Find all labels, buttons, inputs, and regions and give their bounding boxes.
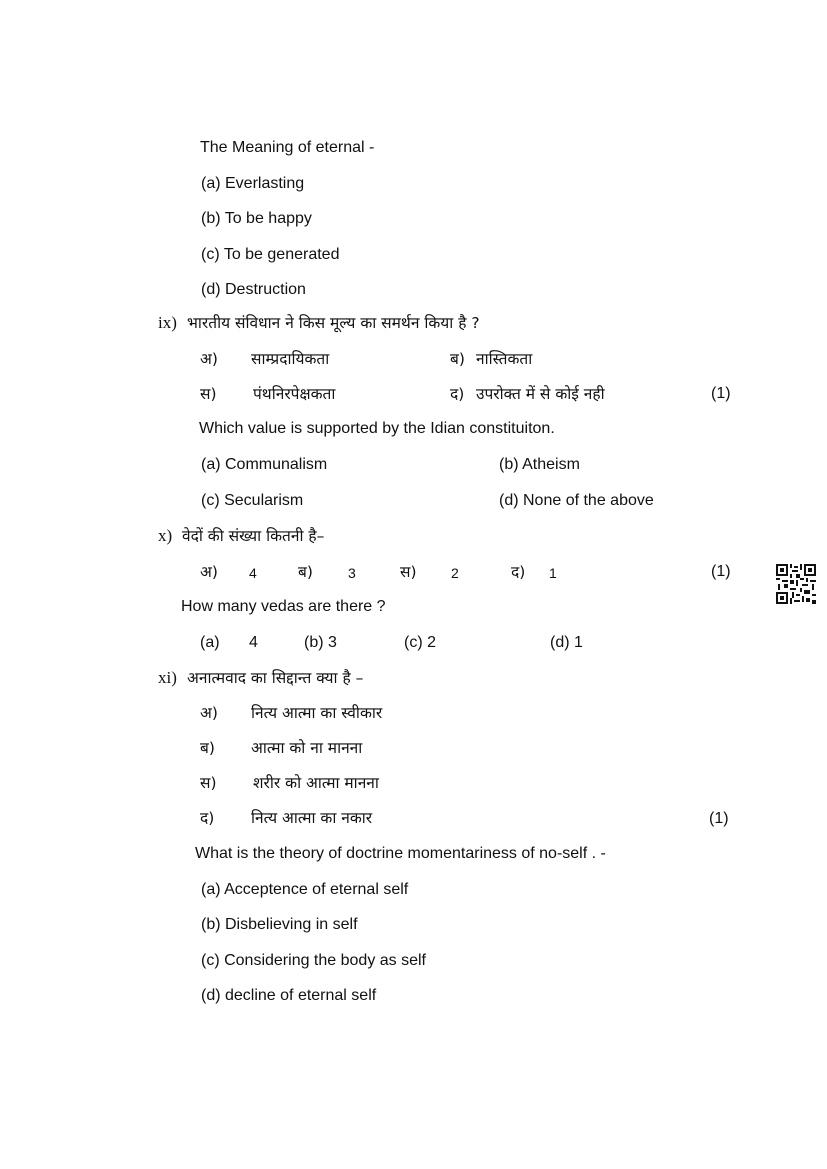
question-text-hindi: वेदों की संख्या कितनी है– [182, 527, 325, 545]
option-b: (b) To be happy [201, 210, 312, 227]
option-label: स) [400, 563, 417, 581]
option-text-hindi: आत्मा को ना मानना [251, 739, 363, 757]
question-text: The Meaning of eternal - [200, 139, 375, 156]
option-a: (a) Communalism [201, 456, 328, 473]
option-label: द) [450, 385, 465, 403]
question-text: How many vedas are there ? [181, 598, 386, 615]
question-number: xi) [158, 668, 177, 687]
option-label: द) [200, 809, 215, 827]
option-label: अ) [200, 350, 218, 368]
option-text-hindi: पंथनिरपेक्षकता [253, 385, 336, 403]
option-label: ब) [298, 563, 313, 581]
option-text-hindi: साम्प्रदायिकता [251, 350, 330, 368]
option-value: 3 [348, 565, 356, 581]
option-d: (d) 1 [550, 634, 583, 651]
option-b: (b) 3 [304, 634, 337, 651]
option-label: द) [511, 563, 526, 581]
option-d: (d) decline of eternal self [201, 987, 377, 1004]
option-d: (d) Destruction [201, 281, 306, 298]
marks: (1) [711, 563, 731, 580]
option-label: (a) [200, 634, 220, 651]
question-text: What is the theory of doctrine momentariness of no-self . - [195, 845, 606, 862]
option-a: (a) Everlasting [201, 175, 305, 192]
option-label: स) [200, 385, 217, 403]
option-text-hindi: शरीर को आत्मा मानना [253, 774, 379, 792]
marks: (1) [709, 810, 729, 827]
option-text-hindi: नास्तिकता [476, 350, 533, 368]
option-value: 1 [549, 565, 557, 581]
option-label: स) [200, 774, 217, 792]
option-d: (d) None of the above [499, 492, 654, 509]
option-text-hindi: नित्य आत्मा का स्वीकार [251, 704, 383, 722]
question-text: Which value is supported by the Idian constituiton. [199, 420, 555, 437]
option-label: अ) [200, 563, 218, 581]
option-text-hindi: उपरोक्त में से कोई नही [476, 385, 605, 403]
option-value: 4 [249, 565, 257, 581]
question-text-hindi: अनात्मवाद का सिद्दान्त क्या है – [187, 669, 364, 687]
question-number: ix) [158, 313, 177, 332]
option-c: (c) Secularism [201, 492, 304, 509]
marks: (1) [711, 385, 731, 402]
option-label: ब) [450, 350, 465, 368]
option-label: अ) [200, 704, 218, 722]
option-c: (c) Considering the body as self [201, 952, 426, 969]
option-text-hindi: नित्य आत्मा का नकार [251, 809, 373, 827]
option-c: (c) To be generated [201, 246, 340, 263]
option-label: ब) [200, 739, 215, 757]
question-text-hindi: भारतीय संविधान ने किस मूल्य का समर्थन किया है ? [187, 314, 480, 332]
option-b: (b) Disbelieving in self [201, 916, 358, 933]
option-c: (c) 2 [404, 634, 436, 651]
qr-code-icon[interactable] [776, 564, 816, 604]
option-value: 2 [451, 565, 459, 581]
option-value: 4 [249, 634, 258, 651]
question-number: x) [158, 526, 173, 545]
option-b: (b) Atheism [499, 456, 580, 473]
option-a: (a) Acceptence of eternal self [201, 881, 409, 898]
